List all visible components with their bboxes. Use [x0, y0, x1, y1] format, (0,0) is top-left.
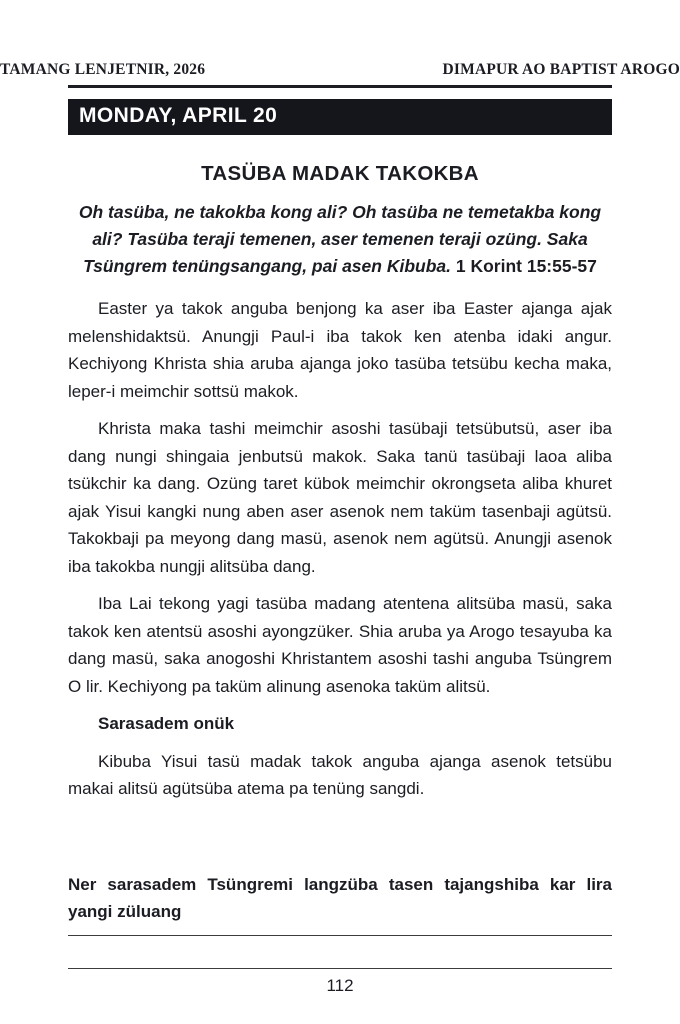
body-paragraph: Iba Lai tekong yagi tasüba madang atentena alitsüba masü, saka takok ken atentsü asoshi ayongzüker. Shia aruba ya Arogo tesayuba ka dang masü, saka anogoshi Khristantem asoshi tashi anguba Tsüngrem O lir. Kechiyong pa taküm alinung asenoka taküm alitsü.: [68, 594, 612, 696]
article-title: TASÜBA MADAK TAKOKBA: [201, 162, 479, 185]
body-paragraph: Easter ya takok anguba benjong ka aser iba Easter ajanga ajak melenshidaktsü. Anungji Paul-i iba takok ken atenba idaki angur. Kechiyong Khrista shia aruba ajanga joko tasüba tetsübu kecha maka, leper-i meimchir sottsü makok.: [68, 299, 612, 401]
section-subheading: Sarasadem onük: [98, 714, 235, 733]
writing-line: [68, 968, 612, 969]
scripture-quote: [68, 199, 612, 280]
page-number: 112: [326, 976, 354, 995]
page-header: [0, 0, 680, 79]
prayer-prompt-note: Ner sarasadem Tsüngremi langzüba tasen tajangshiba kar lira yangi züluang: [68, 875, 612, 921]
body-paragraph: Khrista maka tashi meimchir asoshi tasübaji tetsübutsü, aser iba dang nungi shingaia jenbutsü makok. Saka tanü tasübaji laoa aliba tsükchir ka dang. Ozüng taret kübok meimchir okrongseta aliba khuret ajak Yisui kangki nung aben aser asenok nem taküm tasenbaji agütsü. Takokbaji pa meyong dang masü, asenok nem agütsü. Anungji asenok iba takokba nungji alitsüba dang.: [68, 419, 612, 576]
body-paragraph: Kibuba Yisui tasü madak takok anguba ajanga asenok tetsübu makai alitsü agütsüba atema pa tenüng sangdi.: [68, 751, 612, 798]
scripture-reference: 1 Korint 15:55-57: [455, 256, 597, 276]
writing-line: [68, 935, 612, 936]
header-right-title: DIMAPUR AO BAPTIST AROGO: [442, 61, 680, 78]
header-divider: [68, 85, 612, 88]
article-content: [68, 162, 612, 803]
scripture-text: Oh tasüba, ne takokba kong ali? Oh tasüba ne temetakba kong ali? Tasüba teraji temenen, aser temenen teraji ozüng. Saka Tsüngrem tenüngsangang, pai asen Kibuba.: [78, 202, 602, 276]
header-left-title: TAMANG LENJETNIR, 2026: [0, 61, 206, 78]
article-body: [68, 295, 612, 803]
date-banner: MONDAY, APRIL 20: [68, 99, 612, 135]
